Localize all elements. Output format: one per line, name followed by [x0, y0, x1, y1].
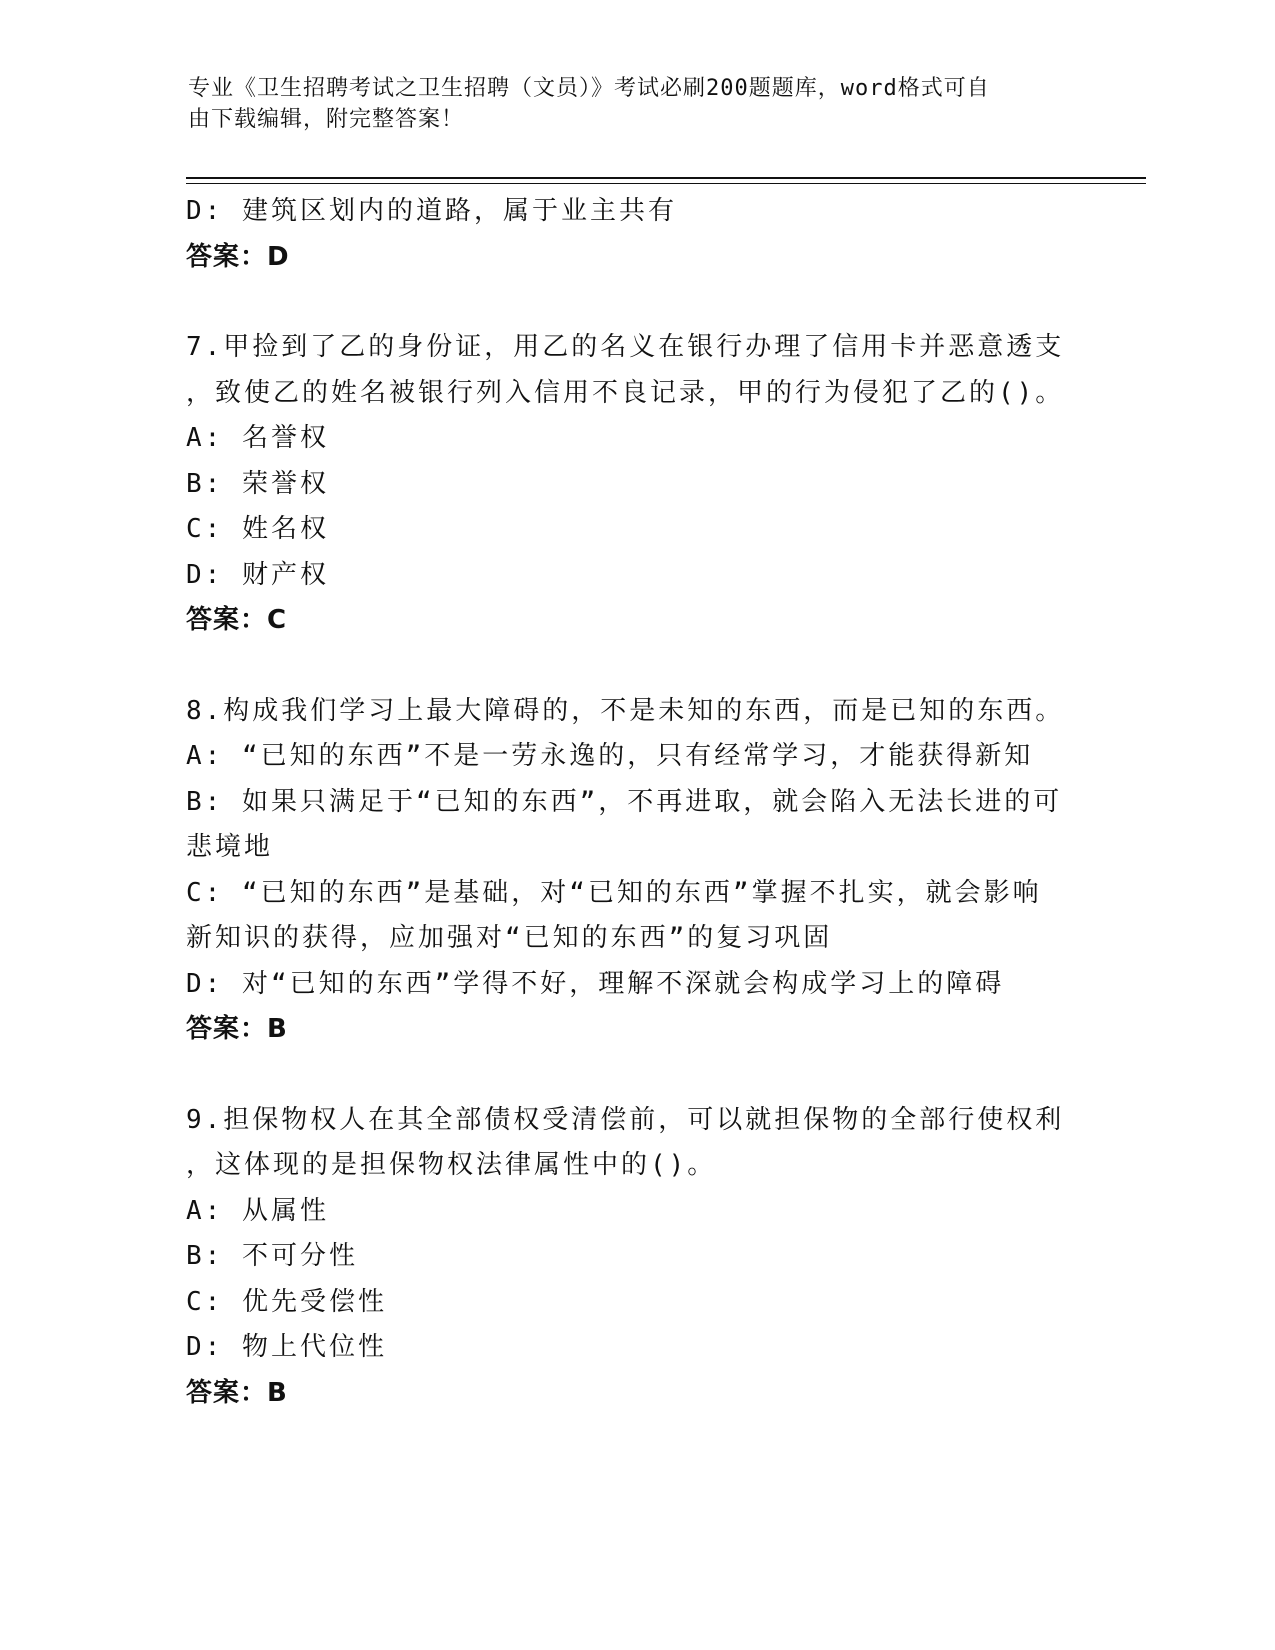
question-stem: 7.甲捡到了乙的身份证，用乙的名义在银行办理了信用卡并恶意透支 [186, 332, 1065, 362]
answer-line: 答案：C [186, 605, 288, 635]
header-line-1: 专业《卫生招聘考试之卫生招聘（文员）》考试必刷200题题库，word格式可自 [188, 76, 990, 101]
option-c: C: 姓名权 [186, 514, 329, 544]
spacer [186, 1053, 1086, 1098]
header-rule-thick [186, 177, 1146, 179]
answer-line: 答案：B [186, 1377, 288, 1408]
answer-line: 答案：D [186, 241, 290, 272]
option-a: A: 从属性 [186, 1195, 329, 1226]
option-a: A: “已知的东西”不是一劳永逸的，只有经常学习，才能获得新知 [186, 741, 1034, 771]
option-d: D: 建筑区划内的道路，属于业主共有 [186, 196, 677, 226]
question-stem: 8.构成我们学习上最大障碍的，不是未知的东西，而是已知的东西。 [186, 695, 1065, 726]
option-c: C: “已知的东西”是基础，对“已知的东西”掌握不扎实，就会影响 [186, 877, 1042, 908]
question-stem: 9.担保物权人在其全部债权受清偿前，可以就担保物的全部行使权利 [186, 1104, 1065, 1135]
question-stem-continued: ，致使乙的姓名被银行列入信用不良记录，甲的行为侵犯了乙的()。 [186, 377, 1065, 408]
question-8 [186, 689, 1086, 1053]
option-b-continued: 悲境地 [186, 832, 274, 862]
option-d: D: 对“已知的东西”学得不好，理解不深就会构成学习上的障碍 [186, 968, 1005, 999]
spacer [186, 280, 1086, 325]
question-9 [186, 1098, 1086, 1417]
option-d: D: 财产权 [186, 559, 329, 590]
option-b: B: 荣誉权 [186, 468, 329, 499]
question-list [186, 189, 1086, 1416]
document-header [188, 73, 1068, 135]
option-b: B: 不可分性 [186, 1241, 358, 1271]
question-6-tail [186, 189, 1086, 280]
header-rule-thin [186, 183, 1146, 184]
spacer [186, 644, 1086, 689]
option-a: A: 名誉权 [186, 423, 329, 453]
answer-line: 答案：B [186, 1014, 288, 1044]
option-b: B: 如果只满足于“已知的东西”，不再进取，就会陷入无法长进的可 [186, 786, 1063, 817]
header-line-2: 由下载编辑，附完整答案！ [188, 107, 465, 132]
question-7 [186, 325, 1086, 644]
question-stem-continued: ，这体现的是担保物权法律属性中的()。 [186, 1150, 717, 1180]
option-d: D: 物上代位性 [186, 1332, 387, 1362]
option-c-continued: 新知识的获得，应加强对“已知的东西”的复习巩固 [186, 923, 833, 953]
option-c: C: 优先受偿性 [186, 1286, 387, 1317]
